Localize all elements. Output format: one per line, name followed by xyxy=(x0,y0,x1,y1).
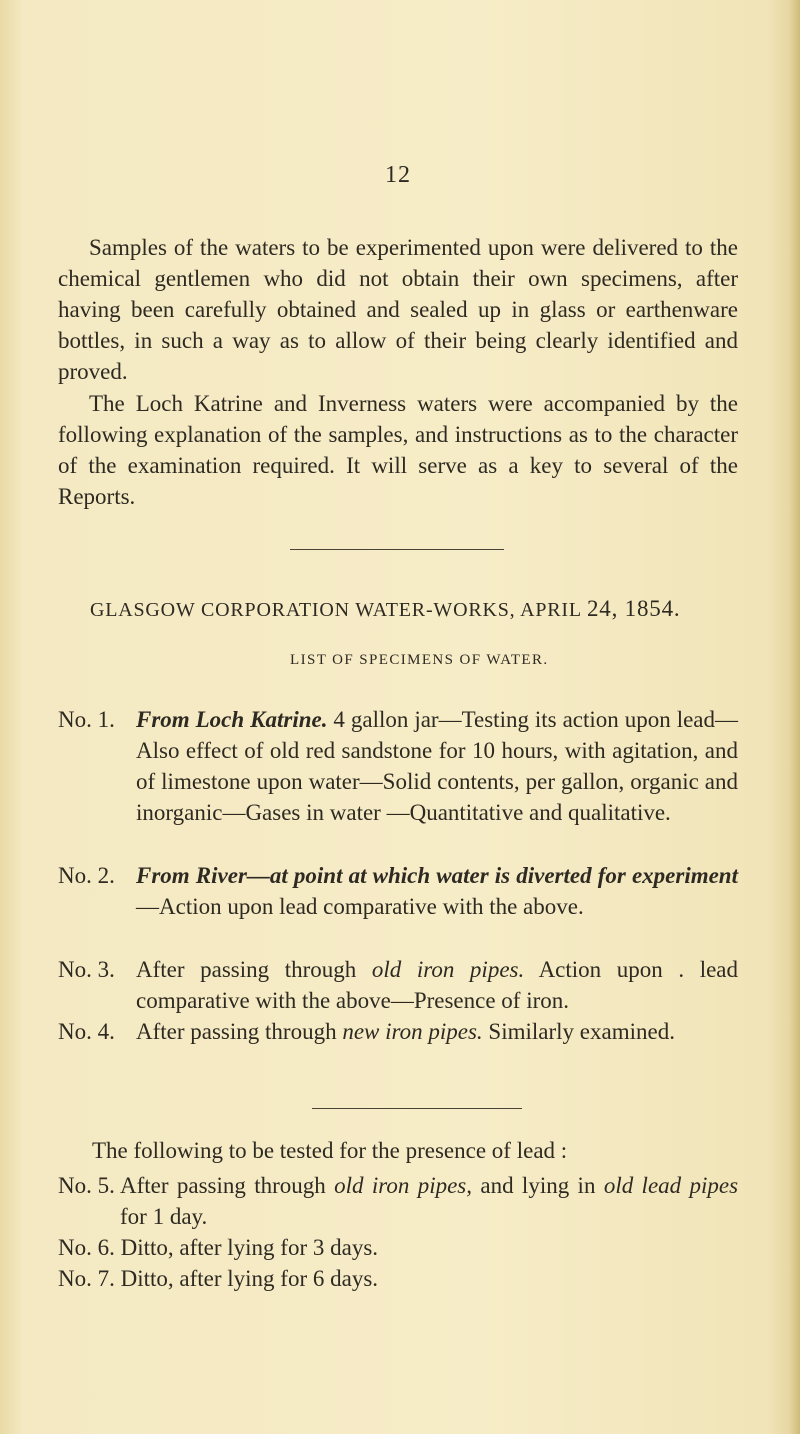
heading-date: 24, 1854. xyxy=(586,596,681,621)
lead-test-text-end: for 1 day. xyxy=(120,1204,208,1229)
heading-sub: LIST OF SPECIMENS OF WATER. xyxy=(290,652,549,668)
specimen-italic: old iron pipes. xyxy=(371,957,525,982)
specimen-title: From River xyxy=(136,863,247,888)
specimen-text: —Action upon lead comparative with the above. xyxy=(136,894,584,919)
lead-test-text: Ditto, after lying for 3 days. xyxy=(120,1235,379,1260)
lead-test-text: After passing through xyxy=(120,1173,326,1198)
specimen-text: 4 gallon jar—Testing its action upon lead—Also effect of old red sandstone for 10 hours, with agitation, and of limestone upon water—Solid contents, per gallon, organic and inorganic—Gases in water —Quantitative and qualitative. xyxy=(136,707,738,825)
lead-test-body xyxy=(120,1170,738,1232)
specimen-item xyxy=(58,954,738,1016)
paragraph-explanation: The Loch Katrine and Inverness waters were accompanied by the following explanation of the samples, and instructions as to the character of the examination required. It will serve as a key to several of the Reports. xyxy=(58,391,738,509)
specimen-item xyxy=(58,704,738,828)
lead-test-number: No. 5. xyxy=(58,1173,115,1198)
heading-main xyxy=(90,596,680,622)
specimen-italic: new iron pipes. xyxy=(342,1019,483,1044)
specimen-number: No. 4. xyxy=(58,1019,115,1044)
lead-test-item xyxy=(58,1263,738,1294)
lead-test-italic: old iron pipes, xyxy=(334,1173,473,1198)
specimen-body xyxy=(136,1016,738,1047)
lead-test-item xyxy=(58,1170,738,1232)
specimen-item xyxy=(58,860,738,922)
paragraph-samples: Samples of the waters to be experimented upon were delivered to the chemical gentlemen who did not obtain their own specimens, after having been carefully obtained and sealed up in glass or earthenware bottles, in such a way as to allow of their being clearly identified and proved. xyxy=(58,235,738,384)
specimen-number: No. 1. xyxy=(58,707,115,732)
specimen-text-cont: Similarly examined. xyxy=(488,1019,675,1044)
specimen-number: No. 2. xyxy=(58,863,115,888)
lead-test-number: No. 6. xyxy=(58,1235,115,1260)
specimen-text: After passing through xyxy=(136,1019,337,1044)
specimen-number: No. 3. xyxy=(58,957,115,982)
lead-intro: The following to be tested for the presence of lead : xyxy=(92,1138,568,1163)
specimen-text-cont: Action upon . lead comparative with the above—Presence of iron. xyxy=(136,957,738,1013)
specimen-title: From Loch Katrine. xyxy=(136,707,328,732)
specimen-body xyxy=(136,954,738,1016)
divider-rule xyxy=(290,549,504,550)
lead-test-item xyxy=(58,1232,738,1263)
lead-test-italic-2: old lead pipes xyxy=(603,1173,739,1198)
specimen-body xyxy=(136,704,738,828)
heading-main-text: GLASGOW CORPORATION WATER-WORKS, APRIL xyxy=(90,599,582,621)
lead-test-number: No. 7. xyxy=(58,1266,115,1291)
specimen-item xyxy=(58,1016,738,1047)
page-edge xyxy=(790,0,800,1434)
specimen-text: After passing through xyxy=(136,957,357,982)
specimen-body xyxy=(136,860,738,922)
divider-rule xyxy=(312,1108,522,1109)
page-number: 12 xyxy=(385,162,411,188)
specimen-title-cont: —at point at which water is diverted for experiment xyxy=(246,863,738,888)
lead-test-text: Ditto, after lying for 6 days. xyxy=(120,1266,379,1291)
lead-test-text-cont: and lying in xyxy=(480,1173,596,1198)
